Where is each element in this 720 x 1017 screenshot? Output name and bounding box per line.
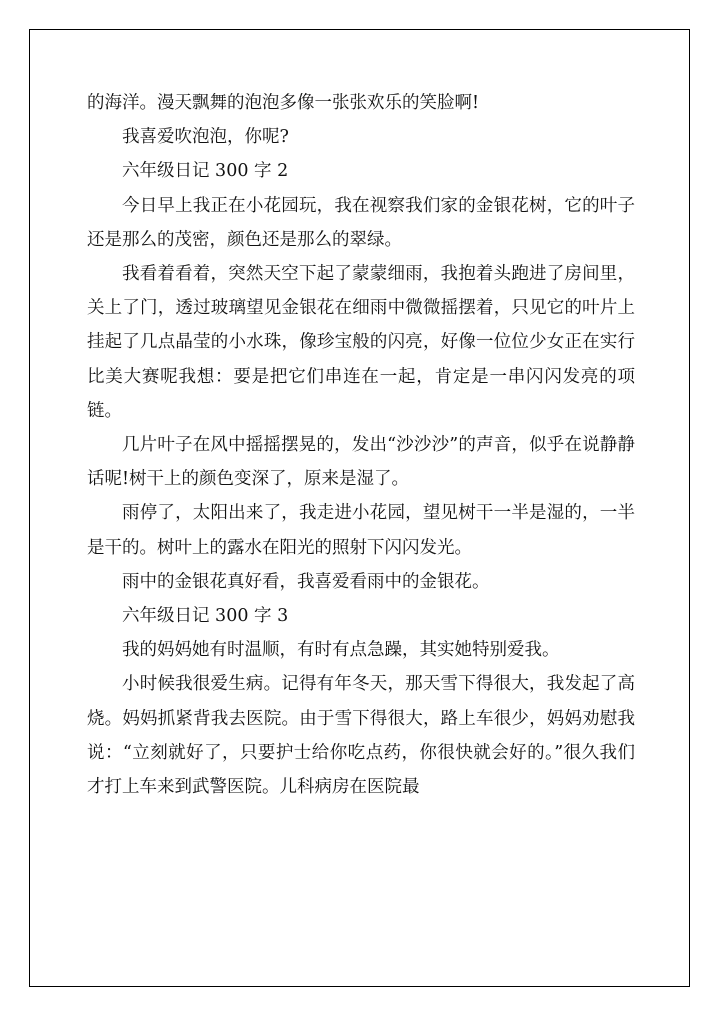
- paragraph-5: 几片叶子在风中摇摇摆晃的，发出“沙沙沙”的声音，似乎在说静静话呢!树干上的颜色变深了，原来是湿了。: [87, 435, 635, 490]
- document-body: [87, 86, 635, 804]
- paragraph-8: 我的妈妈她有时温顺，有时有点急躁，其实她特别爱我。: [122, 640, 560, 661]
- paragraph-9: 小时候我很爱生病。记得有年冬天，那天雪下得很大，我发起了高烧。妈妈抓紧背我去医院。由于雪下得很大，路上车很少，妈妈劝慰我说：“立刻就好了，只要护士给你吃点药，你很快就会好的。”很久我们才打上车来到武警医院。儿科病房在医院最: [87, 674, 635, 798]
- paragraph-2: 我喜爱吹泡泡，你呢?: [122, 127, 289, 148]
- paragraph-6: 雨停了，太阳出来了，我走进小花园，望见树干一半是湿的，一半是干的。树叶上的露水在阳光的照射下闪闪发光。: [87, 503, 635, 558]
- section-heading-3: 六年级日记 300 字 3: [122, 606, 289, 627]
- paragraph-4: 我看着看着，突然天空下起了蒙蒙细雨，我抱着头跑进了房间里，关上了门，透过玻璃望见金银花在细雨中微微摇摆着，只见它的叶片上挂起了几点晶莹的小水珠，像珍宝般的闪亮，好像一位位少女正在实行比美大赛呢我想：要是把它们串连在一起，肯定是一串闪闪发亮的项链。: [87, 264, 635, 421]
- paragraph-1: 的海洋。漫天飘舞的泡泡多像一张张欢乐的笑脸啊!: [87, 93, 480, 113]
- section-heading-2: 六年级日记 300 字 2: [122, 161, 289, 182]
- paragraph-3: 今日早上我正在小花园玩，我在视察我们家的金银花树，它的叶子还是那么的茂密，颜色还是那么的翠绿。: [87, 195, 635, 250]
- paragraph-7: 雨中的金银花真好看，我喜爱看雨中的金银花。: [122, 571, 490, 592]
